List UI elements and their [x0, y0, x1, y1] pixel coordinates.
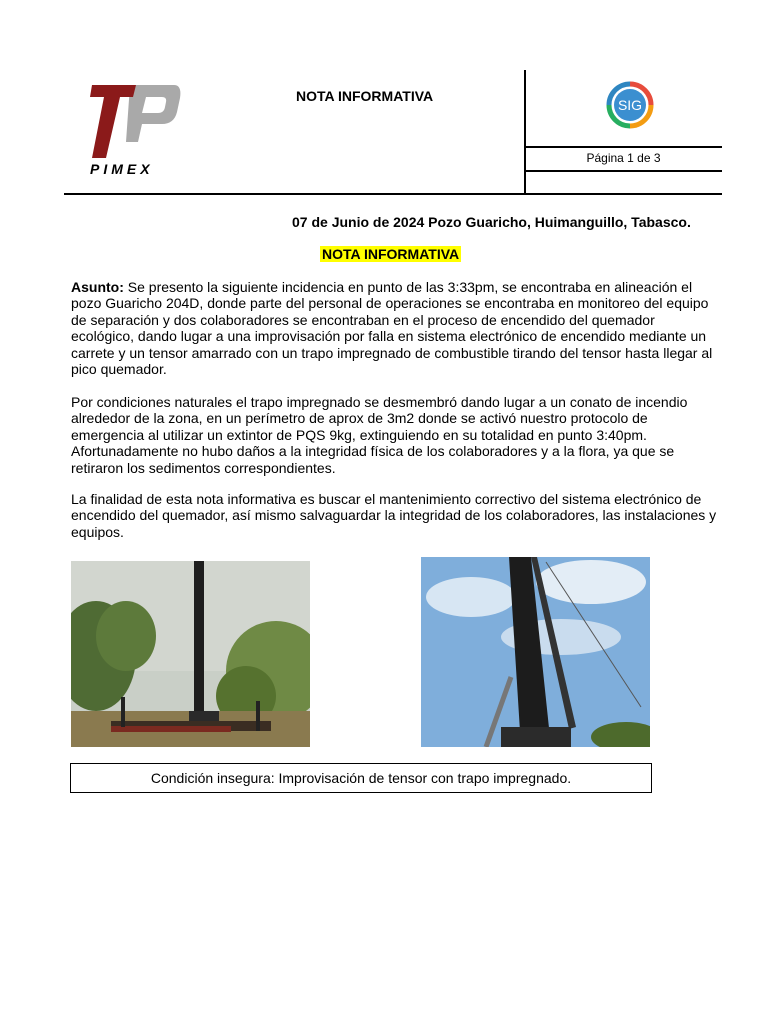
header-title: NOTA INFORMATIVA — [296, 88, 434, 104]
page-number: Página 1 de 3 — [586, 151, 661, 165]
sig-logo — [606, 81, 654, 129]
subject-label: Asunto: — [71, 279, 124, 295]
sig-logo-text: SIG — [617, 97, 643, 113]
header-cell-divider-2 — [525, 170, 722, 172]
header-vertical-divider — [524, 70, 526, 194]
paragraph-incident: Por condiciones naturales el trapo impregnado se desmembró dando lugar a un conato de incendio alrededor de la zona, en un perímetro de aprox de 3m2 donde se activó nuestro protocolo de emergencia al utilizar un extintor de PQS 9kg, extinguiendo en su totalidad en punto 3:40pm. Afortunadamente no hubo daños a la integridad física de los colaboradores y a la flora, ya que se retiraron los sedimentos correspondientes. — [71, 394, 688, 476]
highlighted-title: NOTA INFORMATIVA — [322, 246, 460, 262]
paragraph-subject — [71, 279, 717, 377]
header-cell-divider-1 — [525, 146, 722, 148]
photo-burner-wide — [71, 561, 310, 747]
company-name: PIMEX — [90, 161, 154, 177]
subject-text: Se presento la siguiente incidencia en punto de las 3:33pm, se encontraba en alineación el pozo Guaricho 204D, donde parte del personal de operaciones se encontraba en monitoreo del equipo de separación y dos colaboradores se encontraban en el proceso de encendido del quemador ecológico, dando lugar a una improvisación por falla en sistema electrónico de encendido mediante un carrete y un tensor amarrado con un trapo impregnado de combustible tirando del tensor hasta llegar al pico quemador. — [71, 279, 713, 378]
date-location: 07 de Junio de 2024 Pozo Guaricho, Huimanguillo, Tabasco. — [292, 214, 691, 230]
header-bottom-rule — [64, 193, 722, 195]
photo-caption: Condición insegura: Improvisación de tensor con trapo impregnado. — [70, 763, 652, 793]
paragraph-purpose: La finalidad de esta nota informativa es buscar el mantenimiento correctivo del sistema electrónico de encendido del quemador, así mismo salvaguardar la integridad de los colaboradores, las instalaciones y equipos. — [71, 491, 717, 540]
photo-burner-closeup — [421, 557, 650, 747]
